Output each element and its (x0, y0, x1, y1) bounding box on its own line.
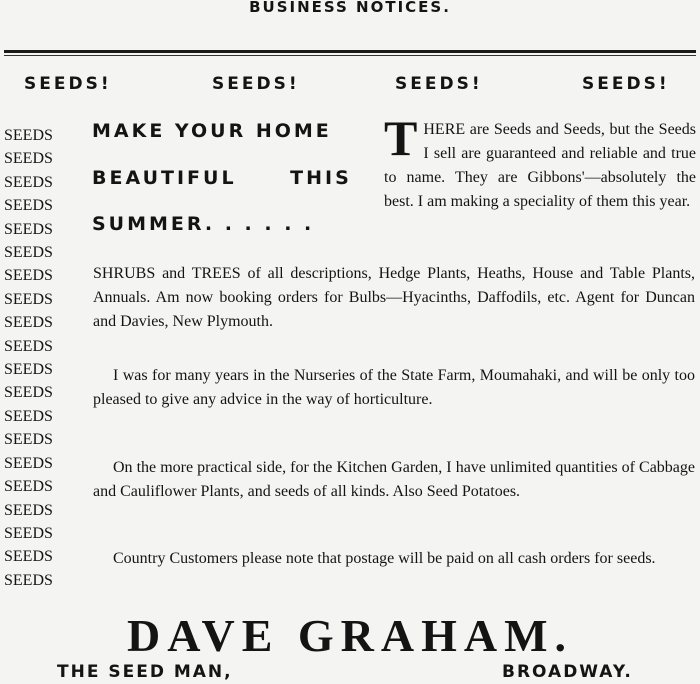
seeds-word: SEEDS (4, 501, 53, 519)
advertiser-name: DAVE GRAHAM. (126, 610, 574, 661)
nurseries-paragraph: I was for many years in the Nurseries of the State Farm, Moumahaki, and will be only too pleased to give any advice in the way of horticulture. (93, 367, 695, 408)
header-rule-thin (4, 55, 696, 56)
seeds-word: SEEDS (4, 524, 53, 542)
seeds-word: SEEDS (4, 197, 53, 215)
seeds-word: SEEDS (4, 548, 53, 566)
kitchen-garden-paragraph: On the more practical side, for the Kitchen Garden, I have unlimited quantities of Cabbage and Cauliflower Plants, and seeds of all kinds. Also Seed Potatoes. (93, 459, 695, 500)
seeds-heading: SEEDS! (24, 74, 112, 94)
seeds-word: SEEDS (4, 407, 53, 425)
drop-cap: T (384, 110, 418, 166)
seeds-word: SEEDS (4, 290, 53, 308)
section-title: BUSINESS NOTICES. (249, 0, 451, 16)
header-rule (4, 50, 696, 53)
seeds-word: SEEDS (4, 220, 53, 238)
intro-text: HERE are Seeds and Seeds, but the Seeds I sell are guaranteed and reliable and true to name. They are Gibbons'—absolutely the best. I am making a speciality of them this year. (384, 121, 696, 210)
intro-paragraph (384, 110, 696, 214)
seeds-word: SEEDS (4, 267, 53, 285)
seeds-word: SEEDS (4, 150, 53, 168)
seeds-word: SEEDS (4, 454, 53, 472)
seeds-word: SEEDS (4, 571, 53, 589)
banner-line: SUMMER. . . . . . (92, 213, 315, 235)
seeds-word: SEEDS (4, 337, 53, 355)
seeds-word: SEEDS (4, 361, 53, 379)
seeds-word: SEEDS (4, 478, 53, 496)
seeds-column (4, 124, 53, 592)
seeds-heading: SEEDS! (582, 74, 670, 94)
seeds-heading: SEEDS! (212, 74, 300, 94)
seeds-word: SEEDS (4, 173, 53, 191)
tagline: THE SEED MAN, (57, 662, 233, 682)
seeds-word: SEEDS (4, 127, 53, 144)
seeds-word: SEEDS (4, 384, 53, 402)
shrubs-paragraph: SHRUBS and TREES of all descriptions, Hedge Plants, Heaths, House and Table Plants, Annuals. Am now booking orders for Bulbs—Hyacinths, Daffodils, etc. Agent for Duncan and Davies, New Plymouth. (93, 265, 695, 330)
seeds-heading: SEEDS! (395, 74, 483, 94)
seeds-word: SEEDS (4, 314, 53, 332)
banner-line: BEAUTIFUL THIS (92, 167, 352, 189)
postage-paragraph: Country Customers please note that postage will be paid on all cash orders for seeds. (113, 550, 656, 567)
banner-line: MAKE YOUR HOME (92, 120, 332, 142)
seeds-word: SEEDS (4, 244, 53, 262)
seeds-word: SEEDS (4, 431, 53, 449)
location: BROADWAY. (502, 662, 633, 682)
